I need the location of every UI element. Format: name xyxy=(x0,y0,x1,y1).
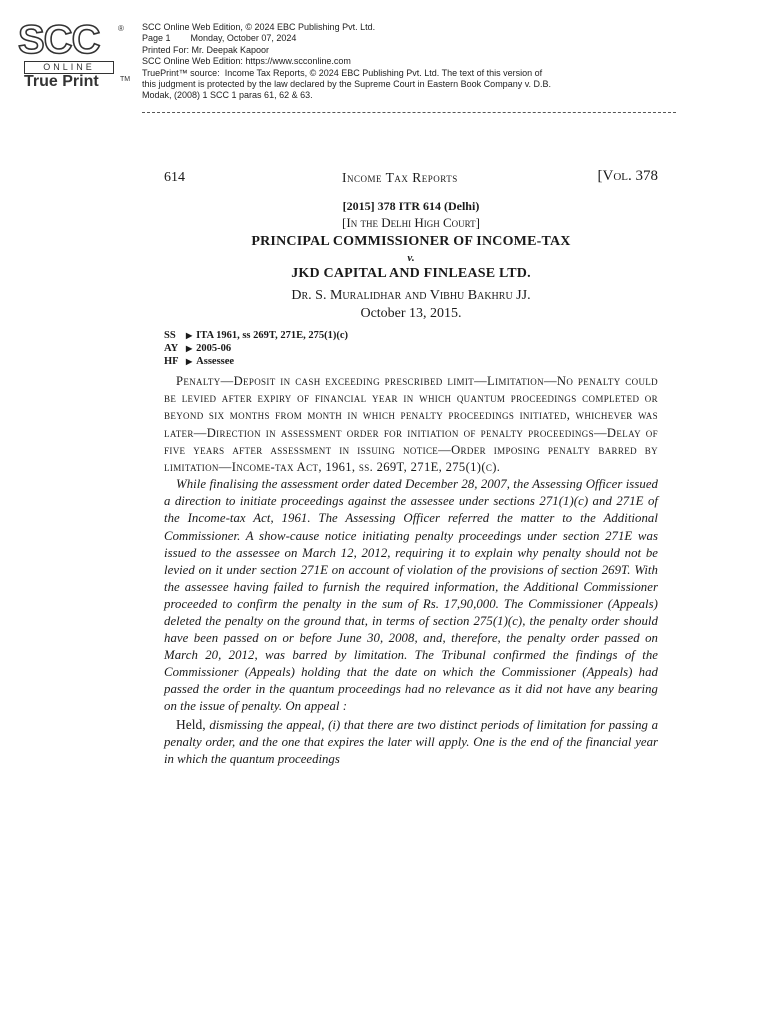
metadata-value: ITA 1961, ss 269T, 271E, 275(1)(c) xyxy=(196,330,349,341)
metadata-key: AY xyxy=(164,343,179,354)
metadata-row xyxy=(164,355,658,368)
court-name: [In the Delhi High Court] xyxy=(342,215,480,230)
header-line: Page 1 Monday, October 07, 2024 xyxy=(142,33,297,44)
judges-names: Dr. S. Muralidhar and Vibhu Bakhru JJ. xyxy=(291,288,531,303)
header-line: SCC Online Web Edition: https://www.scconline.com xyxy=(142,56,351,67)
logo-product-name: True Print xyxy=(24,73,99,90)
page-number: 614 xyxy=(164,170,185,185)
headnote-catchwords: Penalty—Deposit in cash exceeding prescribed limit—Limitation—No penalty could be levied after expiry of financial year in which quantum proceedings completed or beyond six months from month in which penalty proceedings initiated, whichever was later—Direction in assessment order for initiation of penalty proceedings—Delay of five years after assessment in issuing notice—Order imposing penalty barred by limitation—Income-tax Act, 1961, ss. 269T, 271E, 275(1)(c). xyxy=(164,374,658,475)
appellant-name: PRINCIPAL COMMISSIONER OF INCOME-TAX xyxy=(251,234,571,249)
metadata-row xyxy=(164,342,658,355)
running-head xyxy=(164,160,658,184)
header-line: TruePrint™ source: Income Tax Reports, © 2024 EBC Publishing Pvt. Ltd. The text of this version of xyxy=(142,67,543,78)
print-header xyxy=(142,22,682,102)
triangle-right-icon: ▶ xyxy=(186,357,193,366)
volume-label: [Vol. 378 xyxy=(597,168,658,184)
header-line: this judgment is protected by the law declared by the Supreme Court in Eastern Book Company v. D.B. xyxy=(142,79,552,90)
header-divider xyxy=(142,112,676,113)
metadata-key: HF xyxy=(164,356,179,367)
held-text: dismissing the appeal, (i) that there are two distinct periods of limitation for passing a penalty order, and the one that expires the later will apply. One is the end of the financial year in which the quantum proceedings xyxy=(164,717,658,766)
header-line: Printed For: Mr. Deepak Kapoor xyxy=(142,44,270,55)
registered-mark: ® xyxy=(118,24,124,33)
versus-label: v. xyxy=(407,252,415,264)
judgment-date: October 13, 2015. xyxy=(360,306,462,321)
held-paragraph xyxy=(164,716,658,768)
journal-title: Income Tax Reports xyxy=(342,170,458,185)
scc-online-true-print-logo xyxy=(14,18,131,96)
logo-brand: SCC xyxy=(18,18,100,62)
held-lead: Held, xyxy=(176,716,206,732)
metadata-row xyxy=(164,329,658,342)
triangle-right-icon: ▶ xyxy=(186,331,193,340)
trademark-mark: TM xyxy=(120,76,131,83)
case-metadata xyxy=(164,329,658,368)
header-line: Modak, (2008) 1 SCC 1 paras 61, 62 & 63. xyxy=(142,90,313,101)
triangle-right-icon: ▶ xyxy=(186,344,193,353)
metadata-value: 2005-06 xyxy=(196,343,232,354)
header-line: SCC Online Web Edition, © 2024 EBC Publishing Pvt. Ltd. xyxy=(142,22,376,32)
respondent-name: JKD CAPITAL AND FINLEASE LTD. xyxy=(291,266,531,281)
case-citation: [2015] 378 ITR 614 (Delhi) xyxy=(342,199,480,213)
metadata-key: SS xyxy=(164,330,176,341)
metadata-value: Assessee xyxy=(196,356,235,367)
judgment-page xyxy=(164,160,658,768)
facts-paragraph: While finalising the assessment order dated December 28, 2007, the Assessing Officer issued a direction to initiate proceedings against the assessee under sections 271(1)(c) and 271E of the Income-tax Act, 1961. The Assessing Officer referred the matter to the Additional Commissioner. A show-cause notice initiating penalty proceedings under section 271E was issued to the assessee on March 12, 2012, requiring it to explain why penalty should not be levied on it under section 271E on account of violation of the provisions of section 269T. With the assessee having failed to furnish the required information, the Additional Commissioner proceeded to confirm the penalty in the sum of Rs. 17,90,000. The Commissioner (Appeals) deleted the penalty on the ground that, in terms of section 275(1)(c), the penalty order should have been passed on or before June 30, 2008, and, therefore, the penalty order passed on March 20, 2012, was barred by limitation. The Tribunal confirmed the findings of the Commissioner (Appeals) holding that the date on which the Commissioner (Appeals) had passed the order in the quantum proceedings had no relevance as it did not have any bearing on the issue of penalty. On appeal : xyxy=(164,477,658,714)
logo-online-label: ONLINE xyxy=(24,61,114,74)
